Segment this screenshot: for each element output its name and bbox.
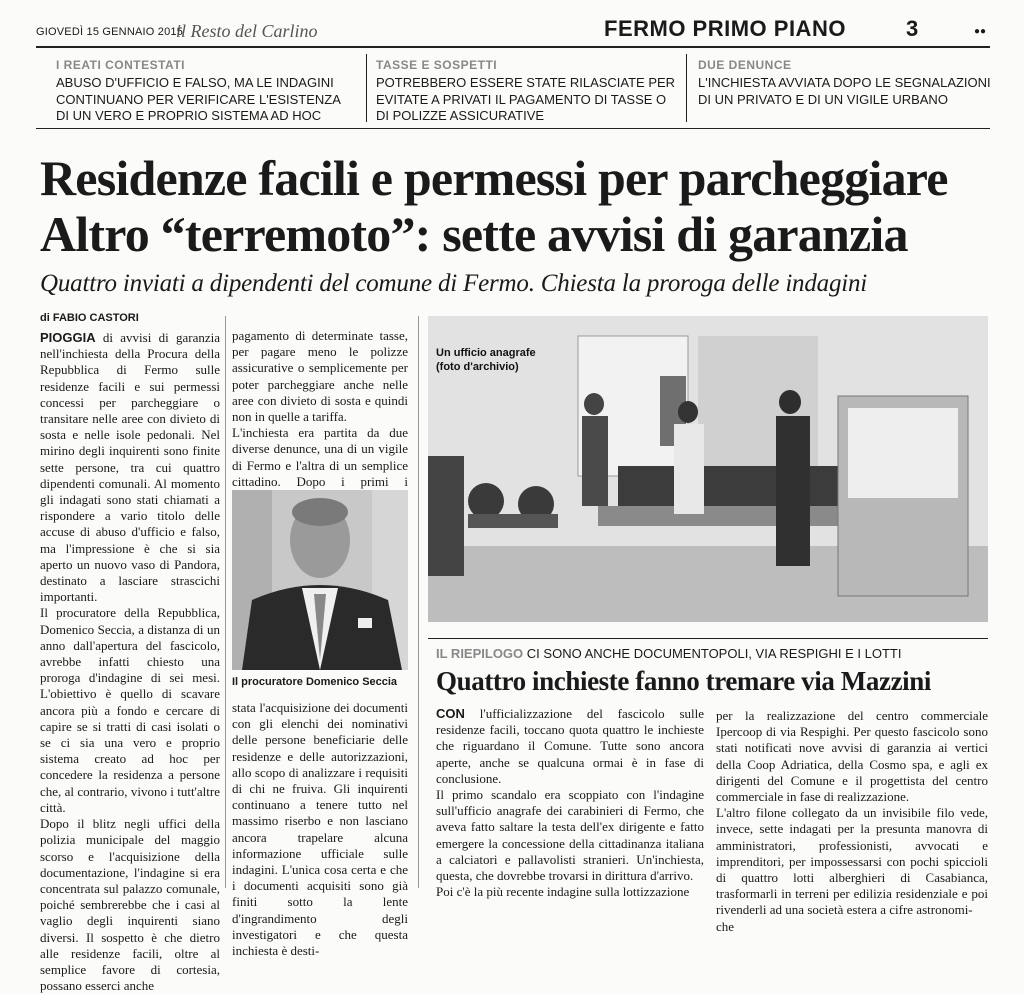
kicker-denunce [698, 58, 998, 108]
article-column-1 [40, 330, 220, 994]
kicker-head: I REATI CONTESTATI [56, 58, 185, 72]
issue-date: GIOVEDÌ 15 GENNAIO 2015 [36, 26, 184, 38]
kicker-divider [686, 54, 687, 122]
masthead-rule [36, 46, 990, 48]
kicker-rule [36, 128, 990, 129]
paragraph: per la realizzazione del centro commerciale Ipercoop di via Respighi. Per questo fascicolo sono stati notificati nove avvisi di garanzia ai vertici della Coop Adriatica, della Cosmo spa, e agli ex dirigenti del Comune e il progettista del centro commerciale in fase di realizzazione. [716, 708, 988, 805]
paragraph: pagamento di determinate tasse, per pagare meno le polizze assicurative o semplicemente per poter parcheggiare anche nelle aree con divieto di sosta e quindi non in quelle a tariffa. [232, 328, 408, 425]
paragraph: Il procuratore della Repubblica, Domenico Seccia, a distanza di un anno dall'apertura del fascicolo, avrebbe infatti chiesto una proroga d'indagine di sei mesi. L'obiettivo è quello di scavare ancora più a fondo e cercare di capire se si tratti di casi isolati o se ci sia una vero e proprio sistema creato ad hoc per concedere la residenza a persone che, al contrario, vivono i tutt'altre città. [40, 605, 220, 815]
paragraph: Il primo scandalo era scoppiato con l'indagine sull'ufficio anagrafe dei carabinieri di Fermo, che aveva fatto saltare la testa dell'ex dirigente e fatto emergere la concessione della cittadinanza italiana a calciatori e pallavolisti stranieri. Un'inchiesta, questa, che dovrebbe trovarsi in dirittura d'arrivo. [436, 787, 704, 884]
lead-word: PIOGGIA [40, 330, 96, 345]
byline: di FABIO CASTORI [40, 312, 139, 324]
page-number: 3 [906, 16, 919, 41]
riepilogo-column-2 [716, 708, 988, 935]
page-dots: ●● [974, 26, 987, 37]
photo-caption: Il procuratore Domenico Seccia [232, 676, 398, 688]
riepilogo-label: IL RIEPILOGO [436, 646, 524, 661]
kicker-reati [56, 58, 356, 125]
riepilogo-kicker-text: CI SONO ANCHE DOCUMENTOPOLI, VIA RESPIGHI E I LOTTI [526, 646, 902, 661]
caption-line: Un ufficio anagrafe [436, 347, 536, 359]
caption-line: (foto d'archivio) [436, 361, 519, 373]
kicker-head: TASSE E SOSPETTI [376, 58, 498, 72]
photo-caption [436, 346, 536, 374]
headline-line1: Residenze facili e permessi per parcheggiare [40, 150, 948, 206]
kicker-text: POTREBBERO ESSERE STATE RILASCIATE PER EVITATE A PRIVATI IL PAGAMENTO DI TASSE O DI POLIZZE ASSICURATIVE [376, 75, 676, 123]
riepilogo-rule [428, 638, 988, 639]
kicker-head: DUE DENUNCE [698, 58, 792, 72]
column-divider [418, 316, 419, 888]
kicker-text: ABUSO D'UFFICIO E FALSO, MA LE INDAGINI CONTINUANO PER VERIFICARE L'ESISTENZA DI UN VERO E PROPRIO SISTEMA AD HOC [56, 75, 341, 123]
paragraph: stata l'acquisizione dei documenti con gli elenchi dei nominativi delle persone beneficiarie delle residenze e delle autorizzazioni, allo scopo di analizzare i requisiti di chi ne fruiva. Gli inquirenti continuano a tenere tutto nel massimo riserbo e non lasciano ancora trapelare alcuna informazione ufficiale sulle indagini. L'unica cosa certa e che i documenti acquisiti sono già finiti sotto la lente d'ingrandimento degli investigatori e che questa inchiesta è desti- [232, 700, 408, 959]
headline-line2: Altro “terremoto”: sette avvisi di garanzia [40, 206, 908, 262]
paragraph: Dopo il blitz negli uffici della polizia municipale del maggio scorso e l'acquisizione della documentazione, l'indagine si era concentrata sul palazzo comunale, poiché sembrerebbe che i casi al vaglio degli inquirenti siano diversi. Il sospetto è che dietro alle residenze facili, oltre al semplice favore di cortesia, possano esserci anche [40, 816, 220, 994]
article-column-2-continued [232, 700, 408, 959]
riepilogo-kicker [436, 646, 996, 661]
riepilogo-headline: Quattro inchieste fanno tremare via Mazzini [436, 666, 931, 696]
kicker-text: L'INCHIESTA AVVIATA DOPO LE SEGNALAZIONI DI UN PRIVATO E DI UN VIGILE URBANO [698, 75, 991, 107]
riepilogo-column-1 [436, 706, 704, 900]
paragraph: che [716, 918, 735, 934]
paragraph: l'ufficializzazione del fascicolo sulle residenze facili, toccano quota quattro le inchieste che riguardano il Comune. Tutte sono ancora aperte, anche se qualcuna ormai è in fase di conclusione. [436, 706, 704, 786]
lead-word: CON [436, 706, 465, 721]
newspaper-name: il Resto del Carlino [176, 21, 318, 41]
paragraph: L'inchiesta era partita da due diverse denunce, una di un vigile di Fermo e l'altra di un semplice cittadino. Dopo i primi i [232, 425, 408, 489]
kicker-tasse [376, 58, 676, 125]
subheadline: Quattro inviati a dipendenti del comune di Fermo. Chiesta la proroga delle indagini [40, 270, 868, 297]
photo-prosecutor [232, 490, 408, 670]
column-divider [225, 316, 226, 888]
section-title: FERMO PRIMO PIANO [604, 16, 846, 41]
paragraph: L'altro filone collegato da un invisibile filo vede, invece, sette indagati per la presunta manovra di amministratori, professionisti, avvocati e imprenditori, per impossessarsi con pochi spiccioli di quattro lotti alberghieri di Casabianca, trasformarli in terreni per edilizia residenziale e poi rivenderli ad una società estera a cifre astronomi- [716, 805, 988, 918]
paragraph: di avvisi di garanzia nell'inchiesta della Procura della Repubblica di Fermo sulle residenze facili e sui permessi concessi per parcheggiare o transitare nelle aree con divieto di sosta e nelle isole pedonali. Nel mirino degli inquirenti sono finite sette persone, tra cui quattro dipendenti comunali. Al momento gli indagati sono stati chiamati a rispondere a vario titolo delle accuse di abuso d'ufficio e falso, ma l'impressione è che si sia aperto un nuovo vaso di Pandora, destinato a lasciare strascichi importanti. [40, 330, 220, 605]
portrait-illustration [232, 490, 408, 670]
paragraph: Poi c'è la più recente indagine sulla lottizzazione [436, 884, 690, 900]
kicker-divider [366, 54, 367, 122]
